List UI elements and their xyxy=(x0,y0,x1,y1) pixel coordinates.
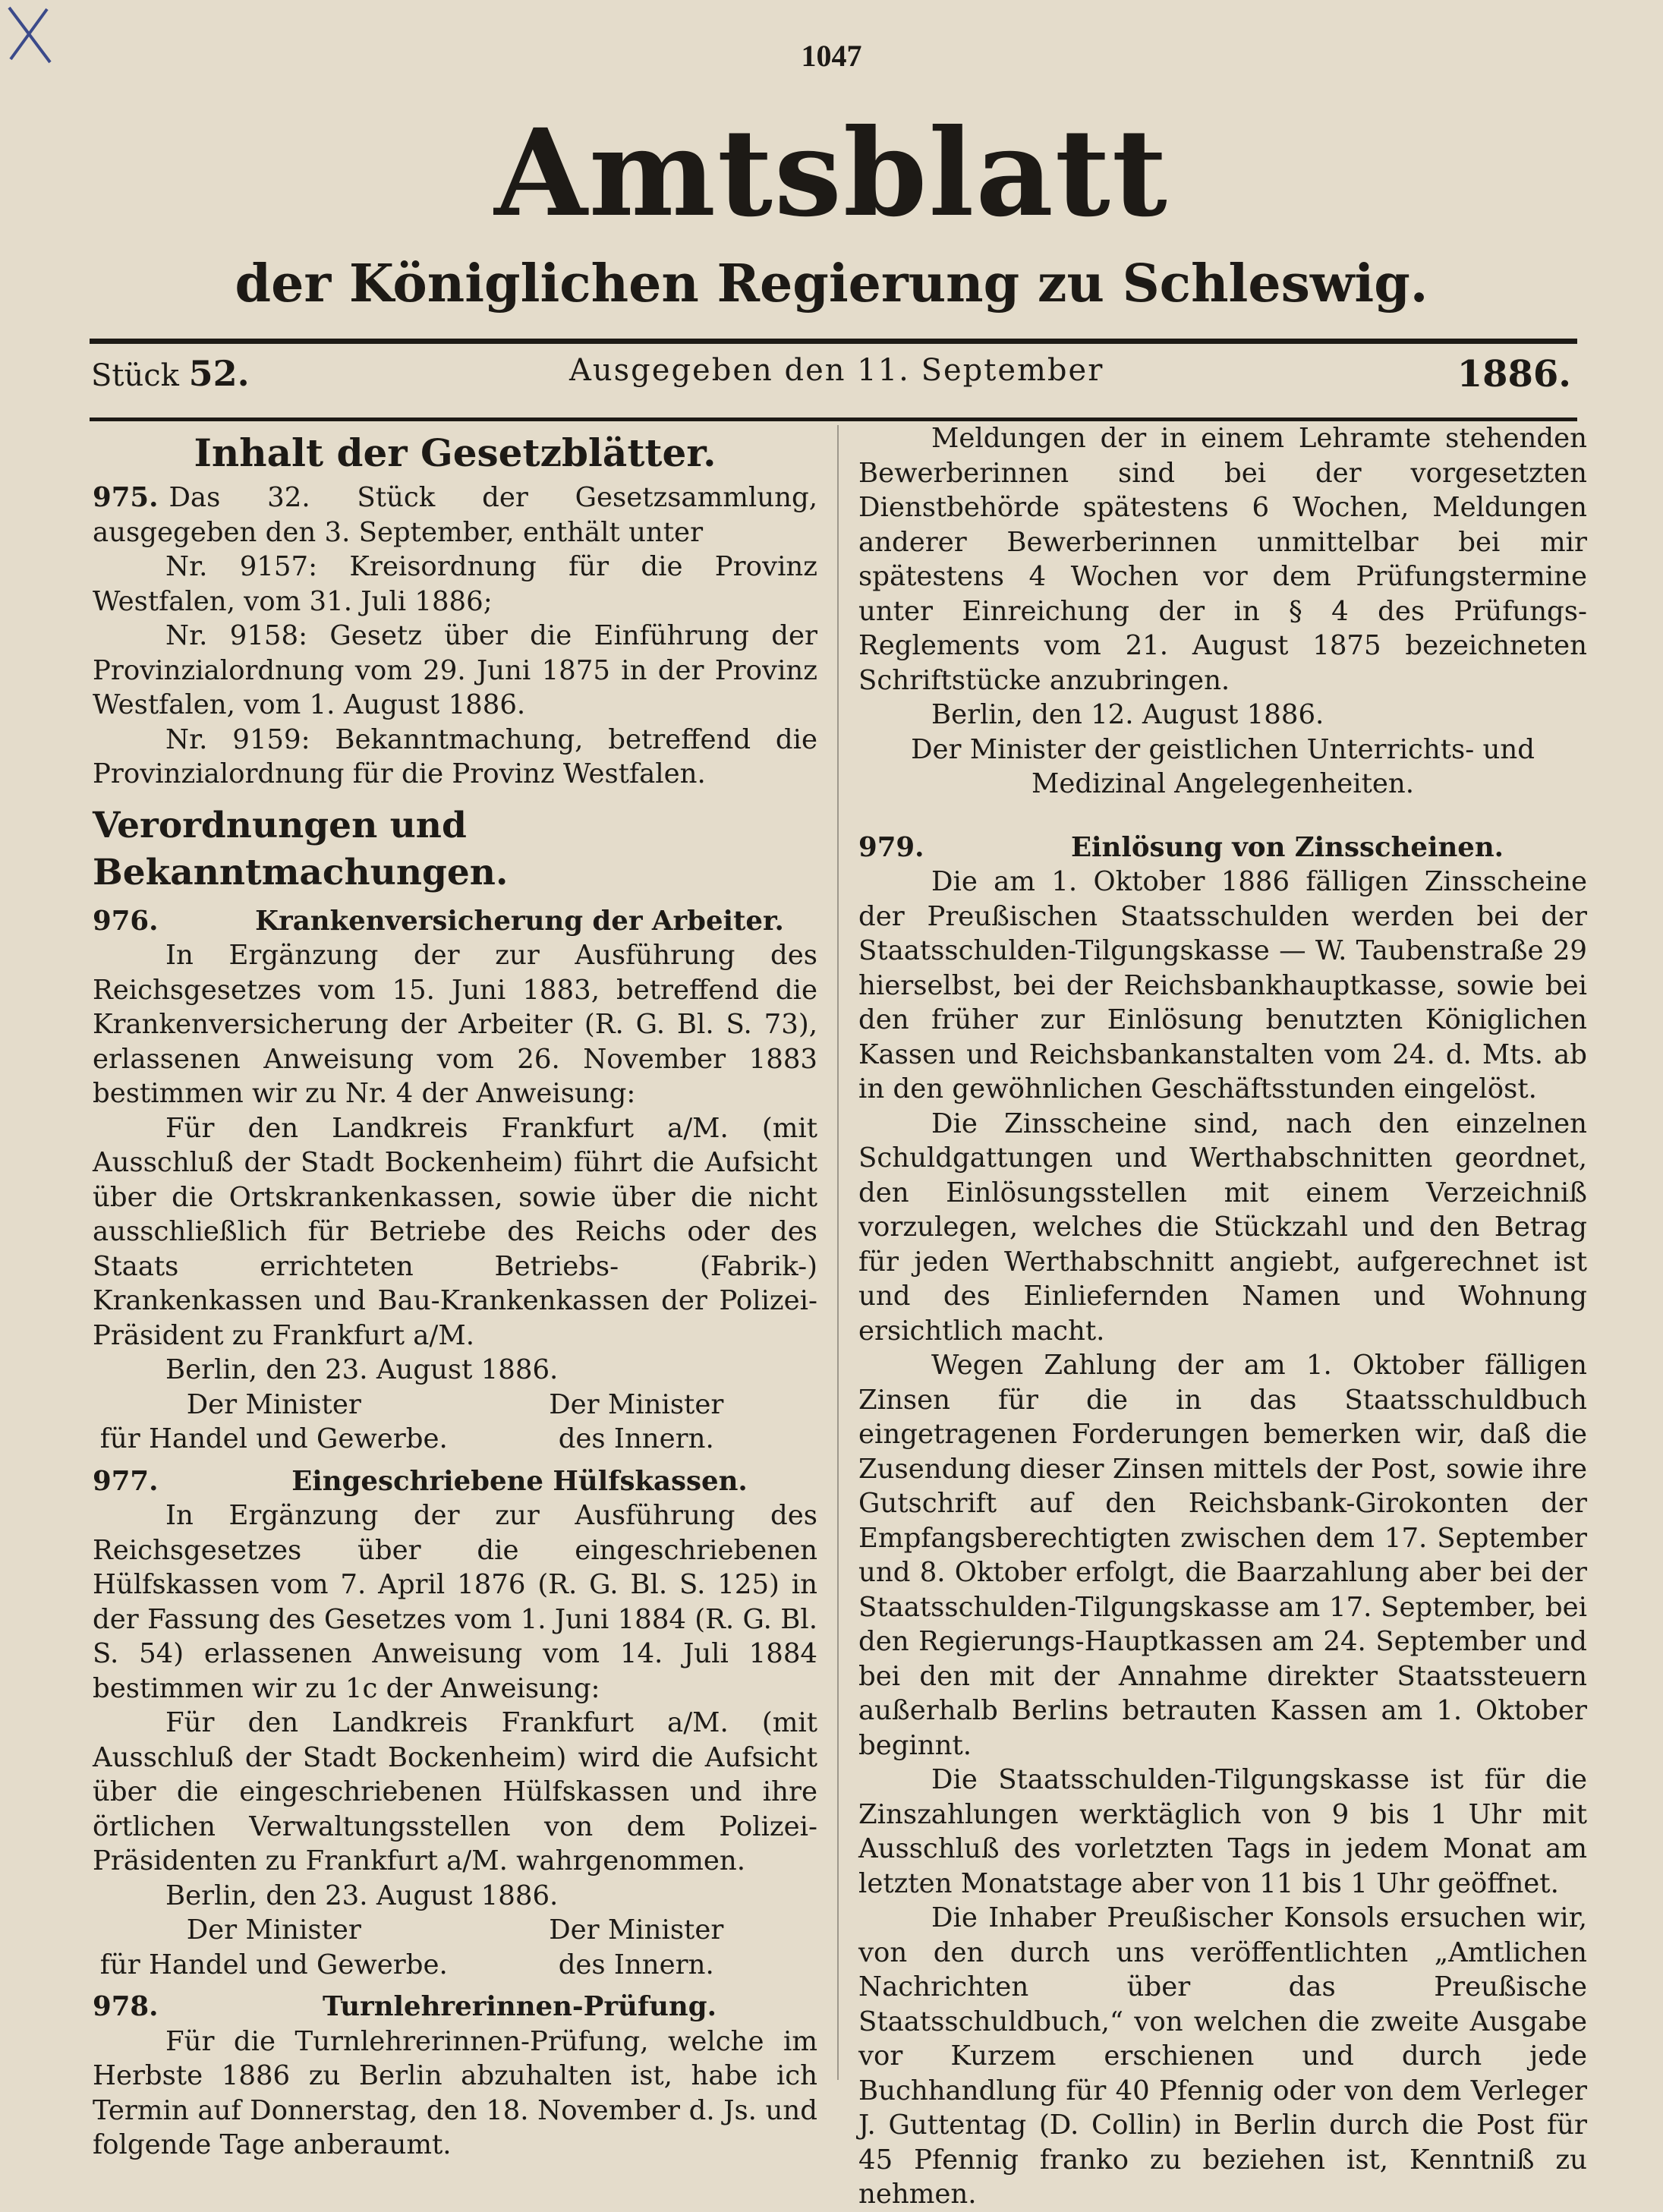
right-column xyxy=(858,421,1587,2212)
page-number: 1047 xyxy=(801,39,862,73)
issue-line xyxy=(91,353,1571,399)
item-975-intro: 975. Das 32. Stück der Gesetzsammlung, ausgegeben den 3. September, enthält unter xyxy=(93,482,817,548)
item-979-p4: Die Staatsschulden-Tilgungskasse ist für die Zinszahlungen werktäglich von 9 bis 1 Uhr mit Ausschluß des vorletzten Tags in jedem Monat am letzten Monatstage aber von 11 bis 1 Uhr geöffnet. xyxy=(858,1764,1587,1899)
item-979-p3: Wegen Zahlung der am 1. Oktober fälligen Zinsen für die in das Staatsschuldbuch eingetragenen Forderungen bemerken wir, daß die Zusendung dieser Zinsen mittels der Post, sowie ihre Gutschrift auf den Reichsbank-Girokonten der Empfangsberechtigten zwischen dem 17. September und 8. Oktober erfolgt, die Baarzahlung aber bei der Staatsschulden-Tilgungskasse am 17. September, bei den Regierungs-Hauptkassen am 24. September und bei den mit der Annahme direkter Staatssteuern außerhalb Berlins betrauten Kassen am 1. Oktober beginnt. xyxy=(858,1350,1587,1761)
issue-stueck: Stück 52. xyxy=(91,353,250,394)
item-979-p1: Die am 1. Oktober 1886 fälligen Zinsscheine der Preußischen Staatsschulden werden bei der Staatsschulden-Tilgungskasse — W. Taubenstraße 29 hierselbst, bei der Reichsbankhauptkasse, sowie bei den früher zur Einlösung benutzten Königlichen Kassen und Reichsbankanstalten vom 24. d. Mts. ab in den gewöhnlichen Geschäftsstunden eingelöst. xyxy=(858,866,1587,1104)
heading-verordnungen: Verordnungen und Bekanntmachungen. xyxy=(93,804,509,893)
item-976-p1: In Ergänzung der zur Ausführung des Reichsgesetzes vom 15. Juni 1883, betreffend die Krankenversicherung der Arbeiter (R. G. Bl. S. 73), erlassenen Anweisung vom 26. November 1883 bestimmen wir zu Nr. 4 der Anweisung: xyxy=(93,940,817,1109)
issue-date: Ausgegeben den 11. September xyxy=(569,353,1104,388)
item-978-signature-1: Der Minister der geistlichen Unterrichts- und xyxy=(911,733,1535,765)
item-978-signature-2: Medizinal Angelegenheiten. xyxy=(1031,768,1414,799)
item-979-p5: Die Inhaber Preußischer Konsols ersuchen wir, von den durch uns veröffentlichten „Amtlichen Nachrichten über das Preußische Staatsschuldbuch,“ von welchen die zweite Ausgabe vor Kurzem erschienen und durch jede Buchhandlung für 40 Pfennig oder von dem Verleger J. Guttentag (D. Collin) in Berlin durch die Post für 45 Pfennig franko zu beziehen ist, Kenntniß zu nehmen. xyxy=(858,1902,1587,2210)
header-rule-top xyxy=(90,339,1577,344)
item-977-p1: In Ergänzung der zur Ausführung des Reichsgesetzes über die eingeschriebenen Hülfskassen vom 7. April 1876 (R. G. Bl. S. 125) in der Fassung des Gesetzes vom 1. Juni 1884 (R. G. Bl. S. 54) erlassenen Anweisung vom 14. Juli 1884 bestimmen wir zu 1c der Anweisung: xyxy=(93,1500,817,1704)
item-978-head: 978. Turnlehrerinnen-Prüfung. xyxy=(93,1991,717,2022)
item-977-p2: Für den Landkreis Frankfurt a/M. (mit Ausschluß der Stadt Bockenheim) wird die Aufsicht über die eingeschriebenen Hülfskassen und ihre örtlichen Verwaltungsstellen von dem Polizei-Präsidenten zu Frankfurt a/M. wahrgenommen. xyxy=(93,1707,817,1876)
item-976-head: 976. Krankenversicherung der Arbeiter. xyxy=(93,905,784,937)
item-976-place: Berlin, den 23. August 1886. xyxy=(165,1354,559,1385)
item-977-head: 977. Eingeschriebene Hülfskassen. xyxy=(93,1465,748,1497)
item-975-a: Nr. 9157: Kreisordnung für die Provinz Westfalen, vom 31. Juli 1886; xyxy=(93,551,817,617)
item-978-continuation: Meldungen der in einem Lehramte stehenden Bewerberinnen sind bei der vorgesetzten Dienstbehörde spätestens 6 Wochen, Meldungen anderer Bewerberinnen unmittelbar bei mir spätestens 4 Wochen vor dem Prüfungstermine unter Einreichung der in § 4 des Prüfungs-Reglements vom 21. August 1875 bezeichneten Schriftstücke anzubringen. xyxy=(858,423,1587,696)
item-975-c: Nr. 9159: Bekanntmachung, betreffend die Provinzialordnung für die Provinz Westfalen. xyxy=(93,723,817,789)
item-978-place: Berlin, den 12. August 1886. xyxy=(931,699,1324,730)
item-976-p2: Für den Landkreis Frankfurt a/M. (mit Ausschluß der Stadt Bockenheim) führt die Aufsicht über die Ortskrankenkassen, sowie über die nicht ausschließlich für Betriebe des Reichs oder des Staats errichteten Betriebs- (Fabrik-) Krankenkassen und Bau-Krankenkassen der Polizei-Präsident zu Frankfurt a/M. xyxy=(93,1112,817,1351)
heading-gesetzblaetter: Inhalt der Gesetzblätter. xyxy=(194,430,717,475)
item-979-p2: Die Zinsscheine sind, nach den einzelnen Schuldgattungen und Werthabschnitten geordnet, den Einlösungsstellen mit einem Verzeichniß vorzulegen, welches die Stückzahl und den Betrag für jeden Werthabschnitt angiebt, aufgerechnet ist und des Einliefernden Namen und Wohnung ersichtlich macht. xyxy=(858,1108,1587,1347)
column-divider xyxy=(837,425,839,2080)
left-column xyxy=(93,429,817,2163)
masthead-subtitle: der Königlichen Regierung zu Schleswig. xyxy=(235,254,1428,314)
item-976-signatures: Der Minister Der Minister für Handel und Gewerbe. des Innern. xyxy=(99,1388,724,1454)
item-977-place: Berlin, den 23. August 1886. xyxy=(165,1880,559,1911)
item-975-b: Nr. 9158: Gesetz über die Einführung der Provinzialordnung vom 29. Juni 1875 in der Provinz Westfalen, vom 1. August 1886. xyxy=(93,620,817,720)
item-978-p1: Für die Turnlehrerinnen-Prüfung, welche im Herbste 1886 zu Berlin abzuhalten ist, habe ich Termin auf Donnerstag, den 18. November d. Js. und folgende Tage anberaumt. xyxy=(93,2025,817,2160)
item-977-signatures: Der Minister Der Minister für Handel und Gewerbe. des Innern. xyxy=(99,1914,724,1980)
item-979-head: 979. Einlösung von Zinsscheinen. xyxy=(858,831,1504,863)
masthead-title: Amtsblatt xyxy=(494,103,1169,244)
issue-year: 1886. xyxy=(1457,353,1571,395)
